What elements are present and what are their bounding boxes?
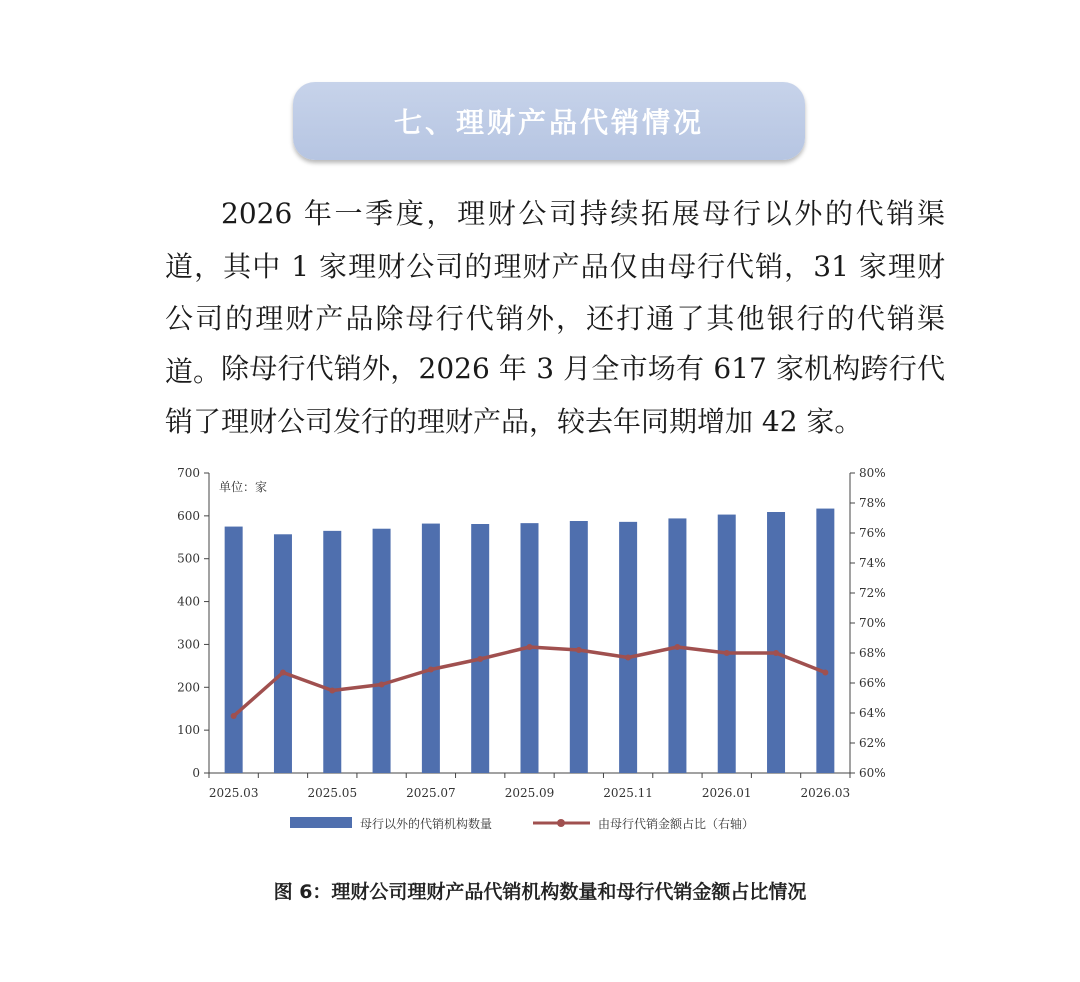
bar	[422, 524, 440, 773]
y-right-tick-label: 60%	[859, 766, 886, 780]
legend-marker-line	[557, 819, 565, 827]
legend-label-line: 由母行代销金额占比（右轴）	[598, 817, 755, 831]
bar	[323, 531, 341, 773]
y-right-tick-label: 80%	[859, 466, 886, 480]
bar	[718, 515, 736, 773]
y-right-tick-label: 74%	[859, 556, 886, 570]
y-right-tick-label: 76%	[859, 526, 886, 540]
y-right-tick-label: 66%	[859, 676, 886, 690]
ratio-point	[724, 650, 730, 656]
y-right-tick-label: 78%	[859, 496, 886, 510]
x-tick-label: 2026.03	[800, 786, 851, 800]
y-left-tick-label: 600	[177, 508, 200, 523]
y-right-tick-label: 72%	[859, 586, 886, 600]
ratio-point	[527, 644, 533, 650]
x-tick-label: 2025.11	[603, 786, 653, 800]
section-title-banner	[293, 82, 805, 160]
ratio-point	[822, 670, 828, 676]
combo-chart	[150, 455, 910, 845]
y-left-tick-label: 100	[177, 723, 200, 738]
y-left-tick-label: 700	[177, 466, 200, 480]
x-tick-label: 2025.09	[504, 786, 555, 800]
bar	[816, 509, 834, 773]
x-tick-label: 2025.05	[307, 786, 358, 800]
bar	[274, 534, 292, 773]
legend-swatch-bars	[290, 817, 352, 828]
ratio-point	[379, 682, 385, 688]
y-left-tick-label: 400	[177, 594, 200, 609]
y-right-tick-label: 64%	[859, 706, 886, 720]
bar	[619, 522, 637, 773]
section-title: 七、理财产品代销情况	[393, 106, 704, 139]
paragraph-1: 2026 年一季度，理财公司持续拓展母行以外的代销渠道，其中 1 家理财公司的理财产品仅由母行代销，31 家理财公司的理财产品除母行代销外，还打通了其他银行的代销渠道。	[165, 197, 945, 388]
y-left-tick-label: 500	[177, 551, 200, 566]
ratio-point	[625, 655, 631, 661]
ratio-point	[428, 667, 434, 673]
unit-label: 单位：家	[219, 480, 268, 494]
x-tick-label: 2026.01	[701, 786, 752, 800]
ratio-point	[773, 650, 779, 656]
y-left-tick-label: 300	[177, 637, 200, 652]
y-right-tick-label: 62%	[859, 736, 886, 750]
ratio-point	[280, 670, 286, 676]
bar	[225, 527, 243, 773]
legend-label-bars: 母行以外的代销机构数量	[360, 817, 493, 831]
figure-caption: 图 6：理财公司理财产品代销机构数量和母行代销金额占比情况	[273, 881, 807, 903]
paragraph-2: 除母行代销外，2026 年 3 月全市场有 617 家机构跨行代销了理财公司发行的理财产品，较去年同期增加 42 家。	[165, 352, 945, 438]
ratio-point	[477, 656, 483, 662]
ratio-point	[329, 688, 335, 694]
ratio-point	[576, 647, 582, 653]
y-left-tick-label: 200	[177, 680, 200, 695]
ratio-point	[231, 713, 237, 719]
x-tick-label: 2025.07	[406, 786, 456, 800]
bar	[471, 524, 489, 773]
bar	[767, 512, 785, 773]
x-tick-label: 2025.03	[208, 786, 259, 800]
ratio-point	[674, 644, 680, 650]
y-right-tick-label: 68%	[859, 646, 886, 660]
y-left-tick-label: 0	[192, 766, 200, 780]
bar	[373, 529, 391, 773]
y-right-tick-label: 70%	[859, 616, 886, 630]
